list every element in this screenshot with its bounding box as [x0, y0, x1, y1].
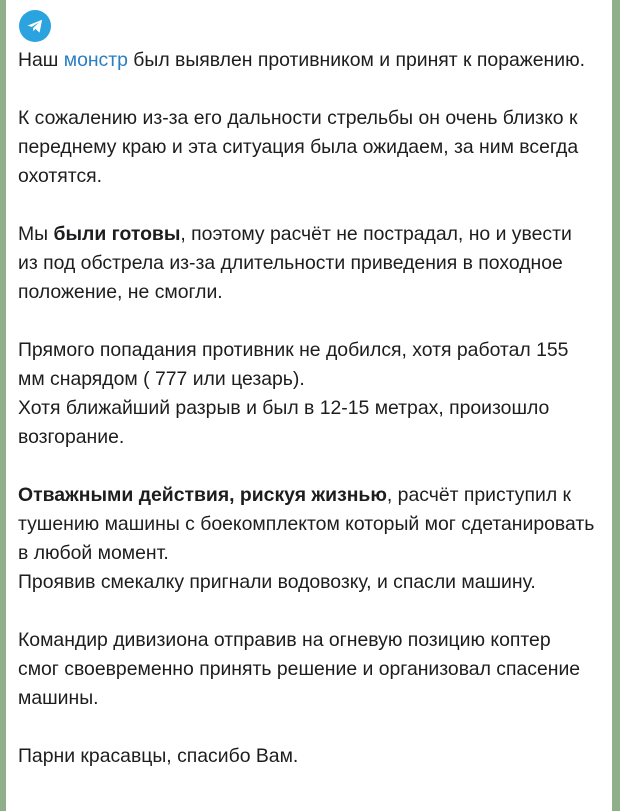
paragraph-7	[18, 742, 596, 771]
paragraph-6	[18, 626, 596, 713]
p3-text-before: Мы	[18, 223, 54, 245]
paragraph-1	[18, 46, 596, 75]
paragraph-3	[18, 220, 596, 307]
p2-text: К сожалению из-за его дальности стрельбы он очень близко к переднему краю и эта ситуация была ожидаем, за ним всегда охотятся.	[18, 107, 579, 187]
p1-text-after: был выявлен противником и принят к поражению.	[127, 49, 586, 71]
p4-line-2: Хотя ближайший разрыв и был в 12-15 метрах, произошло возгорание.	[18, 397, 550, 448]
message-card	[6, 0, 612, 811]
p3-bold-text: были готовы	[53, 223, 181, 245]
channel-avatar[interactable]	[19, 10, 51, 42]
p7-text: Парни красавцы, спасибо Вам.	[18, 745, 299, 767]
p5-line-1	[18, 481, 596, 568]
p1-text-before: Наш	[18, 49, 64, 71]
paragraph-4	[18, 336, 596, 452]
p5-text-after: , расчёт приступил к тушению машины с боекомплектом который мог сдетанировать в любой момент.	[18, 484, 595, 564]
telegram-paper-plane-icon	[25, 16, 45, 36]
p3-text-after: , поэтому расчёт не пострадал, но и увести из под обстрела из-за длительности приведения в походное положение, не смогли.	[18, 223, 572, 303]
paragraph-2	[18, 104, 596, 191]
p6-text: Командир дивизиона отправив на огневую позицию коптер смог своевременно принять решение и организовал спасение машины.	[18, 629, 581, 709]
p5-line-2: Проявив смекалку пригнали водовозку, и спасли машину.	[18, 571, 536, 593]
paragraph-5	[18, 481, 596, 597]
p4-line-1: Прямого попадания противник не добился, хотя работал 155 мм снарядом ( 777 или цезарь).	[18, 339, 569, 390]
p5-bold-text: Отважными действия, рискуя жизнью	[18, 484, 387, 506]
post-text	[18, 46, 602, 771]
monster-link[interactable]: монстр	[63, 49, 128, 71]
